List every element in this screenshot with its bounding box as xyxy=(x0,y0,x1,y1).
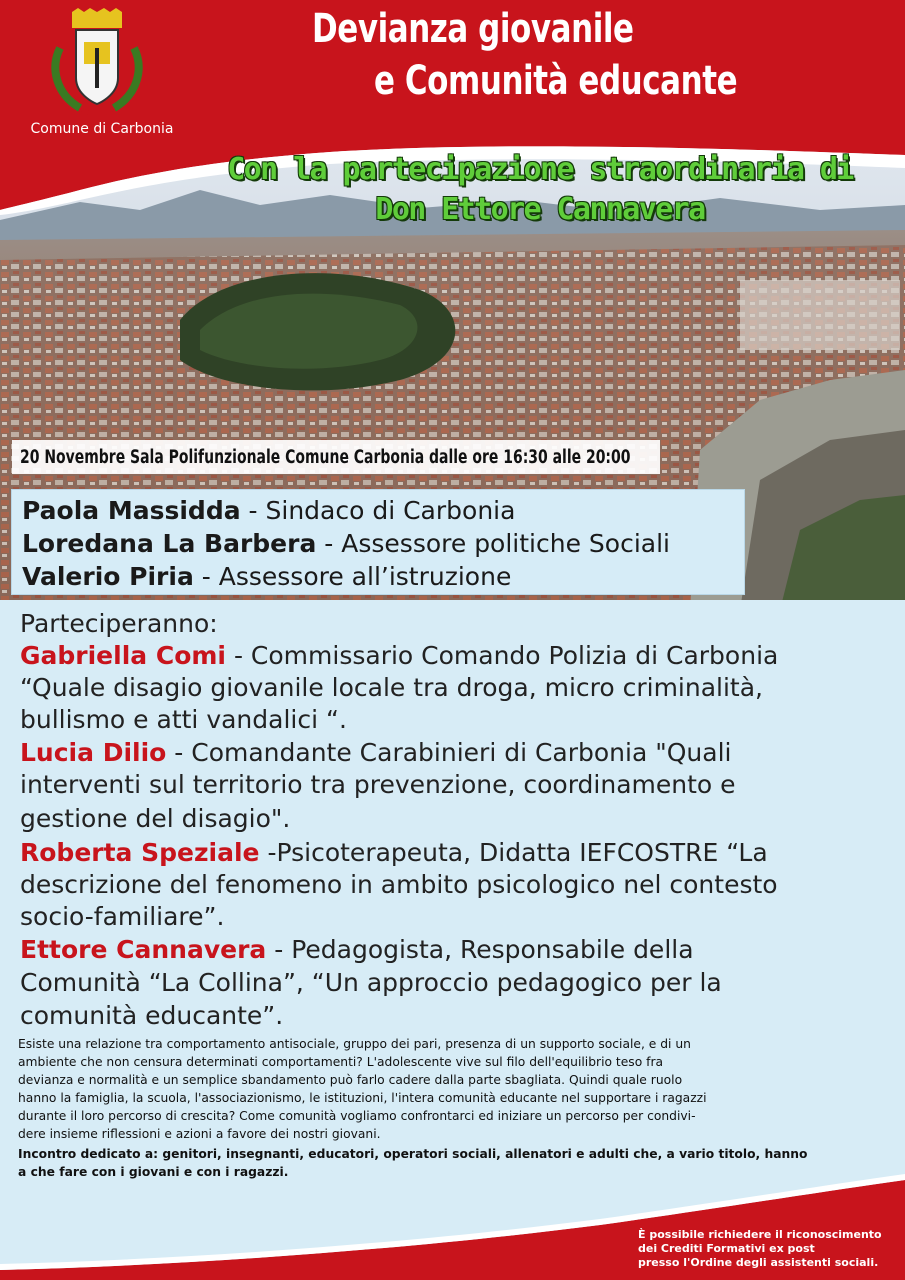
special-guest xyxy=(180,150,900,230)
speaker-text: descrizione del fenomeno in ambito psicologico nel contesto xyxy=(20,870,778,899)
speaker-line xyxy=(20,934,694,966)
description-line: devianza e normalità e un semplice sbandamento può farlo cadere dalla parte sbagliata. Quindi quale ruolo xyxy=(18,1073,683,1087)
speaker-name: Lucia Dilio xyxy=(20,738,167,767)
guest-line1: Con la partecipazione straordinaria di xyxy=(227,152,853,187)
authority-row xyxy=(22,562,511,591)
authority-role: - Sindaco di Carbonia xyxy=(240,496,516,525)
authority-role: - Assessore all’istruzione xyxy=(193,562,512,591)
speaker-name: Gabriella Comi xyxy=(20,641,226,670)
speaker-name: Roberta Speziale xyxy=(20,838,260,867)
speaker-text: interventi sul territorio tra prevenzione, coordinamento e xyxy=(20,770,736,799)
description-line: hanno la famiglia, la scuola, l'associazionismo, le istituzioni, l'intera comunità educante nel supportare i ragazzi xyxy=(18,1091,707,1105)
speaker-name: Ettore Cannavera xyxy=(20,935,267,964)
speaker-text: gestione del disagio". xyxy=(20,804,291,833)
credits-line: dei Crediti Formativi ex post xyxy=(638,1242,815,1255)
authority-name: Valerio Piria xyxy=(22,562,194,591)
speaker-text: - Commissario Comando Polizia di Carbonia xyxy=(226,641,779,670)
event-details: 20 Novembre Sala Polifunzionale Comune Carbonia dalle ore 16:30 alle 20:00 xyxy=(20,447,631,468)
speaker-line xyxy=(20,737,731,769)
credits-line: È possibile richiedere il riconoscimento xyxy=(638,1228,882,1241)
speaker-line xyxy=(20,837,768,869)
participants-heading: Parteciperanno: xyxy=(20,609,218,638)
speaker-text: comunità educante”. xyxy=(20,1001,284,1030)
event-title-line1: Devianza giovanile xyxy=(312,6,634,52)
speaker-text: socio-familiare”. xyxy=(20,902,225,931)
municipal-coat-of-arms-icon xyxy=(40,8,155,128)
speaker-line xyxy=(20,640,778,672)
audience-line: Incontro dedicato a: genitori, insegnanti, educatori, operatori sociali, allenatori e adulti che, a vario titolo, hanno xyxy=(18,1147,808,1161)
description-line: dere insieme riflessioni e azioni a favore dei nostri giovani. xyxy=(18,1127,381,1141)
description-line: durante il loro percorso di crescita? Come comunità vogliamo confrontarci ed iniziare un percorso per condivi- xyxy=(18,1109,696,1123)
speaker-text: Comunità “La Collina”, “Un approccio pedagogico per la xyxy=(20,968,722,997)
speaker-text: -Psicoterapeuta, Didatta IEFCOSTRE “La xyxy=(259,838,768,867)
speaker-text: bullismo e atti vandalici “. xyxy=(20,705,347,734)
event-title-line2: e Comunità educante xyxy=(374,58,738,104)
description-line: Esiste una relazione tra comportamento antisociale, gruppo dei pari, presenza di un supporto sociale, e di un xyxy=(18,1037,691,1051)
audience-line: a che fare con i giovani e con i ragazzi. xyxy=(18,1165,289,1179)
speaker-text: - Comandante Carabinieri di Carbonia "Quali xyxy=(166,738,732,767)
speaker-text: - Pedagogista, Responsabile della xyxy=(266,935,694,964)
credits-line: presso l'Ordine degli assistenti sociali. xyxy=(638,1256,879,1269)
authority-role: - Assessore politiche Sociali xyxy=(316,529,670,558)
authority-row xyxy=(22,496,515,525)
municipality-name: Comune di Carbonia xyxy=(30,121,174,137)
authority-name: Loredana La Barbera xyxy=(22,529,317,558)
authority-row xyxy=(22,529,670,558)
guest-line2: Don Ettore Cannavera xyxy=(375,192,705,227)
authority-name: Paola Massidda xyxy=(22,496,241,525)
description-line: ambiente che non censura determinati comportamenti? L'adolescente vive sul filo dell'equilibrio teso fra xyxy=(18,1055,664,1069)
speaker-text: “Quale disagio giovanile locale tra droga, micro criminalità, xyxy=(20,673,763,702)
